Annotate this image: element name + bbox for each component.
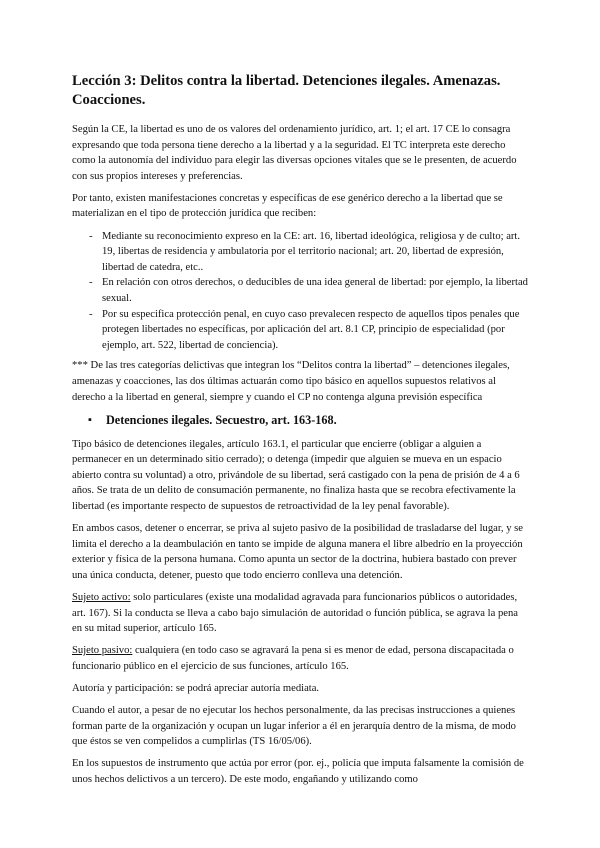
list-item <box>72 229 528 276</box>
list-item <box>72 307 528 354</box>
sujeto-pasivo-label: Sujeto pasivo: <box>72 645 133 657</box>
square-bullet-icon: ▪ <box>88 413 92 426</box>
section-heading-text: Detenciones ilegales. Secuestro, art. 163-168. <box>106 412 337 427</box>
list-item-text: Por su especifica protección penal, en cuyo caso prevalecen respecto de aquellos tipos penales que protegen libertades no específicas, por aplicación del art. 8.1 CP, principio de especialidad (por ejemplo, art. 522, libertad de conciencia). <box>102 308 520 351</box>
paragraph-instrumento-error: En los supuestos de instrumento que actúa por error (por. ej., policía que imputa falsamente la comisión de unos hechos delictivos a un tercero). De este modo, engañando y utilizando como <box>72 758 524 785</box>
paragraph-categories-note: *** De las tres categorías delictivas que integran los “Delitos contra la libertad” – detenciones ilegales, amenazas y coacciones, las dos últimas actuarán como tipo básico en aquellos supuestos relativos al derecho a la libertad en general, siempre y cuando el CP no contenga alguna previsión específica <box>72 360 510 403</box>
paragraph-sujeto-activo <box>72 590 528 637</box>
section-heading <box>72 412 528 428</box>
paragraph-sujeto-pasivo <box>72 643 528 674</box>
list-item-text: En relación con otros derechos, o deducibles de una idea general de libertad: por ejemplo, la libertad sexual. <box>102 277 528 304</box>
paragraph-autor-instrucciones: Cuando el autor, a pesar de no ejecutar los hechos personalmente, da las precisas instrucciones a quienes forman parte de la organización y ocupan un lugar inferior a él en jerarquía dentro de la misma, de modo que éstos se ven compelidos a cumplirlas (TS 16/05/06). <box>72 705 516 748</box>
document-title: Lección 3: Delitos contra la libertad. Detenciones ilegales. Amenazas. Coacciones. <box>72 73 501 108</box>
dash-marker: - <box>89 308 93 320</box>
paragraph-tipo-basico: Tipo básico de detenciones ilegales, artículo 163.1, el particular que encierre (obligar a alguien a permanecer en un determinado sitio cerrado); o detenga (impedir que alguien se mueva en un espacio abierto contra su voluntad) a otro, privándole de su libertad, será castigado con la pena de prisión de 4 a 6 años. Se trata de un delito de consumación permanente, no finaliza hasta que se recobra efectivamente la libertad (es importante respecto de supuestos de retroactividad de la ley penal favorable). <box>72 438 520 512</box>
list-item-text: Mediante su reconocimiento expreso en la CE: art. 16, libertad ideológica, religiosa y de culto; art. 19, libertas de residencia y ambulatoria por el territorio nacional; art. 20, libertad de expresión, libertad de catedra, etc.. <box>102 230 521 273</box>
sujeto-activo-text: solo particulares (existe una modalidad agravada para funcionarios públicos o autoridades, art. 167). Si la conducta se lleva a cabo bajo simulación de autoridad o función pública, se agrava la pena en su mitad superior, artículo 165. <box>72 591 518 635</box>
dash-list <box>72 229 528 354</box>
paragraph-intro: Según la CE, la libertad es uno de os valores del ordenamiento jurídico, art. 1; el art. 17 CE lo consagra expresando que toda persona tiene derecho a la libertad y a la seguridad. El TC interpreta este derecho como la autonomía del individuo para elegir las diversas opciones vitales que se le presenten, de acuerdo con sus propios intereses y preferencias. <box>72 124 517 182</box>
paragraph-autoria: Autoría y participación: se podrá apreciar autoría mediata. <box>72 682 320 694</box>
sujeto-pasivo-text: cualquiera (en todo caso se agravará la pena si es menor de edad, persona discapacitada o funcionario público en el ejercicio de sus funciones, artículo 165. <box>72 645 514 672</box>
list-item <box>72 275 528 306</box>
dash-marker: - <box>89 277 93 289</box>
dash-marker: - <box>89 230 93 242</box>
paragraph-manifestations: Por tanto, existen manifestaciones concretas y específicas de ese genérico derecho a la libertad que se materializan en el tipo de protección jurídica que reciben: <box>72 192 503 220</box>
sujeto-activo-label: Sujeto activo: <box>72 591 131 603</box>
paragraph-ambos-casos: En ambos casos, detener o encerrar, se priva al sujeto pasivo de la posibilidad de trasladarse del lugar, y se limita el derecho a la deambulación en tanto se impide de alguna manera el libre albedrío en la proyección exterior y física de la persona humana. Como apunta un sector de la doctrina, hubiera bastado con prever una única conducta, detener, puesto que todo encierro conlleva una detención. <box>72 523 523 581</box>
document-page <box>72 72 528 794</box>
